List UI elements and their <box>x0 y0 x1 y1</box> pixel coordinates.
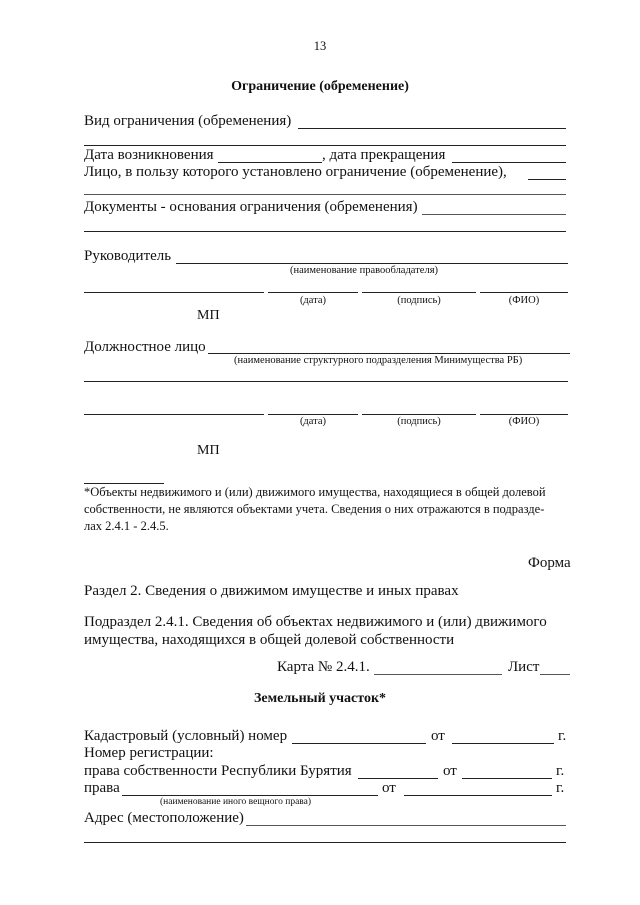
beneficiary-field[interactable] <box>528 179 566 180</box>
footnote-line-2: собственности, не являются объектами учета. Сведения о них отражаются в подразде- <box>84 502 545 516</box>
address-label: Адрес (местоположение) <box>84 810 244 826</box>
ownership-year-label: г. <box>556 763 565 779</box>
head-caption: (наименование правообладателя) <box>290 265 439 276</box>
subsection-line-1: Подраздел 2.4.1. Сведения об объектах недвижимого и (или) движимого <box>84 614 547 630</box>
card-label: Карта № 2.4.1. <box>277 659 370 675</box>
official-caption: (наименование структурного подразделения Минимущества РБ) <box>234 355 523 366</box>
sig2-name-field[interactable] <box>480 414 568 415</box>
cadastral-year-label: г. <box>558 728 567 744</box>
head-label: Руководитель <box>84 248 172 264</box>
date-end-label: , дата прекращения <box>322 147 446 163</box>
stamp-1: МП <box>197 308 220 323</box>
address-field[interactable] <box>246 825 566 826</box>
rights-year-label: г. <box>556 780 565 796</box>
restriction-type-field-line2[interactable] <box>84 145 566 146</box>
cadastral-from-label: от <box>431 728 445 744</box>
stamp-2: МП <box>197 443 220 458</box>
beneficiary-label: Лицо, в пользу которого установлено ограничение (обременение), <box>84 164 507 180</box>
rights-caption: (наименование иного вещного права) <box>160 797 312 807</box>
head-name-field[interactable] <box>176 263 568 264</box>
cadastral-date-field[interactable] <box>452 743 554 744</box>
documents-field[interactable] <box>422 214 566 215</box>
sig1-position-field[interactable] <box>84 292 264 293</box>
footnote-separator <box>84 483 164 484</box>
sig2-date-field[interactable] <box>268 414 358 415</box>
sheet-label: Лист <box>508 659 540 675</box>
rights-from-label: от <box>382 780 396 796</box>
date-start-label: Дата возникновения <box>84 147 214 163</box>
sig2-position-field[interactable] <box>84 414 264 415</box>
card-number-field[interactable] <box>374 674 502 675</box>
official-unit-field[interactable] <box>208 353 570 354</box>
footnote-line-1: *Объекты недвижимого и (или) движимого имущества, находящиеся в общей долевой <box>84 485 546 499</box>
restriction-title: Ограничение (обременение) <box>231 79 409 94</box>
section-2-title: Раздел 2. Сведения о движимом имуществе и иных правах <box>84 583 459 599</box>
sheet-number-field[interactable] <box>540 674 570 675</box>
subsection-line-2: имущества, находящихся в общей долевой собственности <box>84 632 455 648</box>
sig2-signature-field[interactable] <box>362 414 476 415</box>
footnote-line-3: лах 2.4.1 - 2.4.5. <box>84 519 169 533</box>
sig1-date-field[interactable] <box>268 292 358 293</box>
rights-date-field[interactable] <box>404 795 552 796</box>
land-plot-title: Земельный участок* <box>253 691 387 706</box>
sig1-name-caption: (ФИО) <box>508 295 540 306</box>
date-start-field[interactable] <box>218 162 322 163</box>
rights-label: права <box>84 780 120 796</box>
ownership-from-label: от <box>443 763 457 779</box>
beneficiary-field-line2[interactable] <box>84 194 566 195</box>
sig2-name-caption: (ФИО) <box>508 416 540 427</box>
registration-label: Номер регистрации: <box>84 745 214 761</box>
form-label: Форма <box>528 555 571 571</box>
rights-number-field[interactable] <box>122 795 378 796</box>
cadastral-label: Кадастровый (условный) номер <box>84 728 288 744</box>
restriction-type-label: Вид ограничения (обременения) <box>84 113 292 129</box>
official-unit-field-line2[interactable] <box>84 381 568 382</box>
sig1-name-field[interactable] <box>480 292 568 293</box>
sig2-signature-caption: (подпись) <box>397 416 441 427</box>
sig1-date-caption: (дата) <box>299 295 327 306</box>
sig2-date-caption: (дата) <box>299 416 327 427</box>
documents-field-line2[interactable] <box>84 231 566 232</box>
sig1-signature-field[interactable] <box>362 292 476 293</box>
ownership-date-field[interactable] <box>462 778 552 779</box>
documents-label: Документы - основания ограничения (обременения) <box>84 199 418 215</box>
restriction-type-field[interactable] <box>298 128 566 129</box>
cadastral-number-field[interactable] <box>292 743 426 744</box>
ownership-number-field[interactable] <box>358 778 438 779</box>
address-field-line2[interactable] <box>84 842 566 843</box>
official-label: Должностное лицо <box>84 339 206 355</box>
sig1-signature-caption: (подпись) <box>397 295 441 306</box>
date-end-field[interactable] <box>452 162 566 163</box>
page-number: 13 <box>313 39 327 53</box>
ownership-label: права собственности Республики Бурятия <box>84 763 352 779</box>
